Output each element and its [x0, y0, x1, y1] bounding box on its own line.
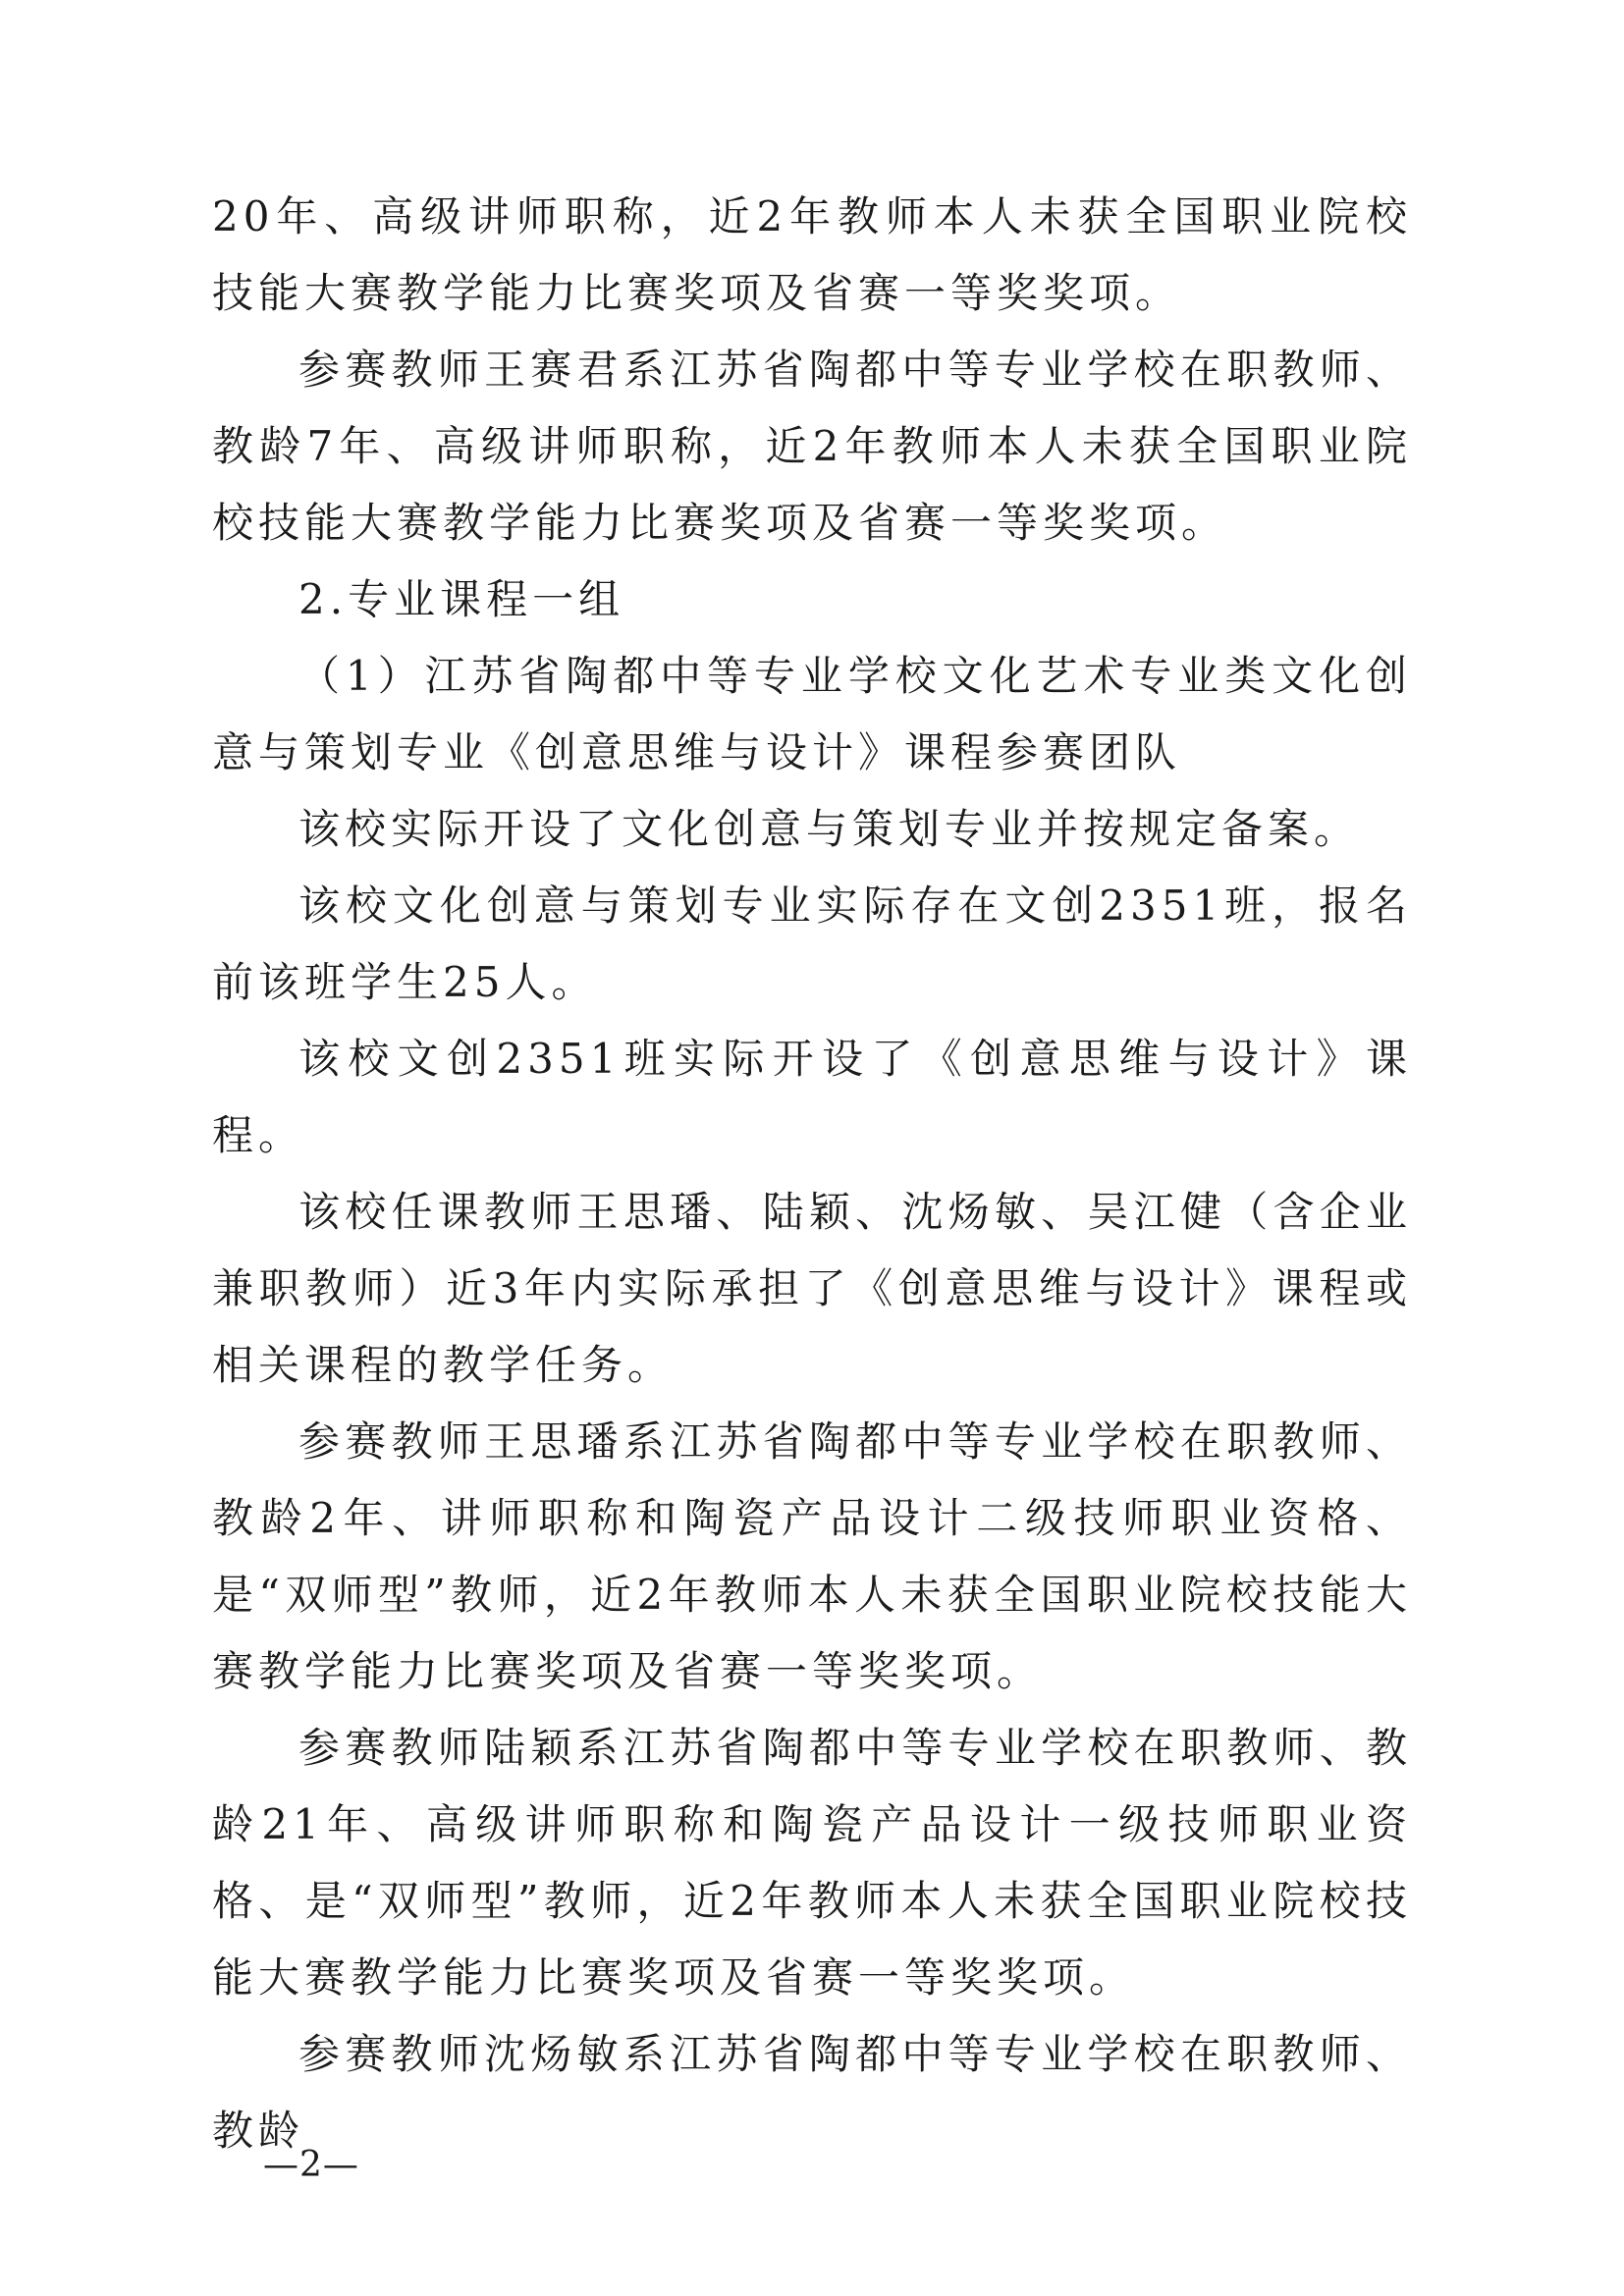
paragraph-10: 参赛教师陆颖系江苏省陶都中等专业学校在职教师、教龄21年、高级讲师职称和陶瓷产品设计一级技师职业资格、是“双师型”教师，近2年教师本人未获全国职业院校技能大赛教学能力比赛奖项及省赛一等奖奖项。: [212, 1724, 1412, 2002]
paragraph-7: 该校文创2351班实际开设了《创意思维与设计》课程。: [212, 1035, 1412, 1159]
page-number: —2—: [263, 2145, 359, 2185]
paragraph-5: 该校实际开设了文化创意与策划专业并按规定备案。: [298, 805, 1361, 853]
section-heading: 2.专业课程一组: [298, 575, 625, 623]
paragraph-9: 参赛教师王思璠系江苏省陶都中等专业学校在职教师、教龄2年、讲师职称和陶瓷产品设计二级技师职业资格、是“双师型”教师，近2年教师本人未获全国职业院校技能大赛教学能力比赛奖项及省赛一等奖奖项。: [212, 1417, 1412, 1695]
paragraph-1: 20年、高级讲师职称，近2年教师本人未获全国职业院校技能大赛教学能力比赛奖项及省赛一等奖奖项。: [212, 192, 1412, 317]
subsection-heading: （1）江苏省陶都中等专业学校文化艺术专业类文化创意与策划专业《创意思维与设计》课程参赛团队: [212, 652, 1412, 776]
document-body: [212, 179, 1412, 2169]
paragraph-11: 参赛教师沈炀敏系江苏省陶都中等专业学校在职教师、教龄: [212, 2030, 1412, 2155]
paragraph-8: 该校任课教师王思璠、陆颖、沈炀敏、吴江健（含企业兼职教师）近3年内实际承担了《创意思维与设计》课程或相关课程的教学任务。: [212, 1188, 1412, 1389]
paragraph-6: 该校文化创意与策划专业实际存在文创2351班，报名前该班学生25人。: [212, 881, 1412, 1006]
paragraph-2: 参赛教师王赛君系江苏省陶都中等专业学校在职教师、教龄7年、高级讲师职称，近2年教师本人未获全国职业院校技能大赛教学能力比赛奖项及省赛一等奖奖项。: [212, 346, 1412, 547]
